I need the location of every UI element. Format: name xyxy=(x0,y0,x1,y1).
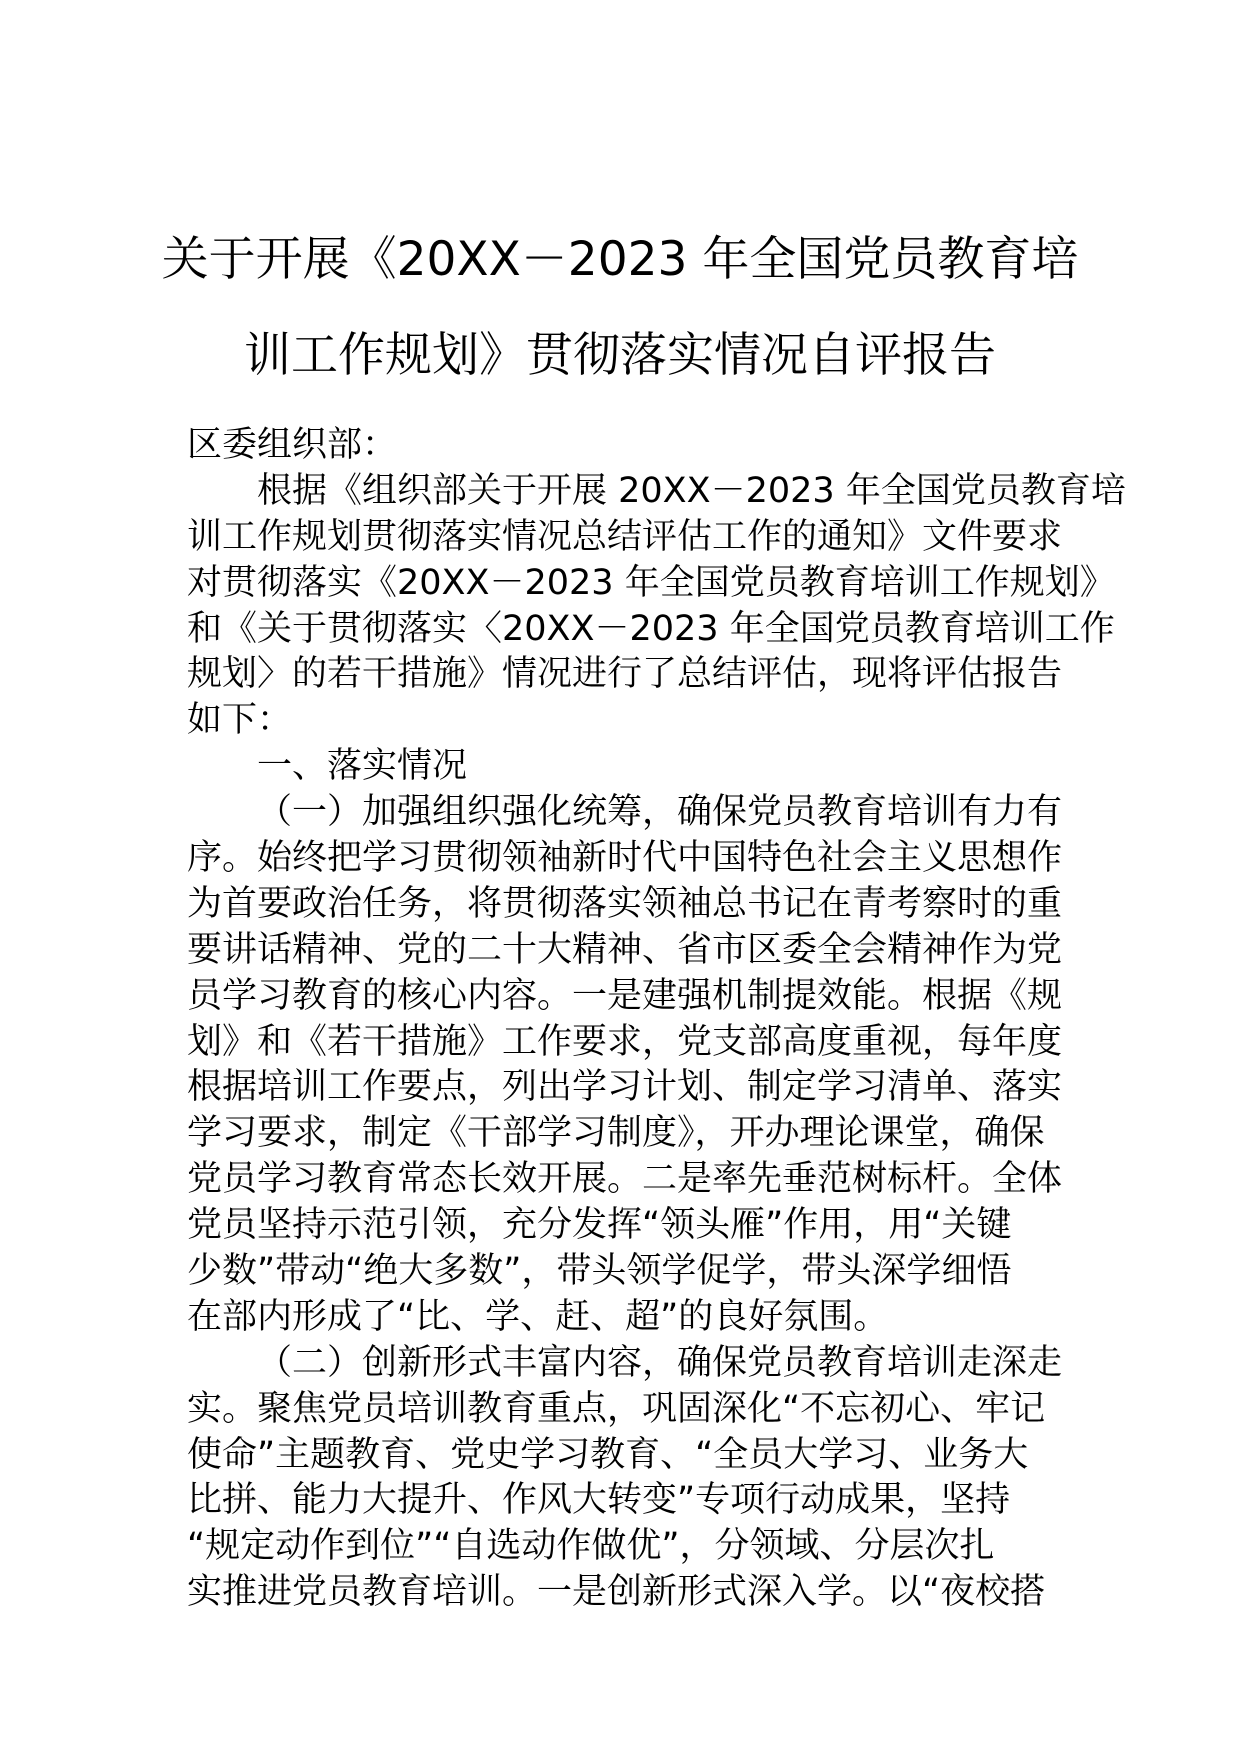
body-line: 规划〉的若干措施》情况进行了总结评估，现将评估报告 xyxy=(187,654,1063,695)
document-title xyxy=(150,212,1090,404)
body-line: 训工作规划贯彻落实情况总结评估工作的通知》文件要求 xyxy=(187,516,1063,557)
body-line: （二）创新形式丰富内容，确保党员教育培训走深走 xyxy=(257,1342,1063,1383)
body-line: 和《关于贯彻落实〈20XX－2023 年全国党员教育培训工作 xyxy=(187,608,1115,649)
body-line: （一）加强组织强化统筹，确保党员教育培训有力有 xyxy=(257,792,1063,833)
title-line: 训工作规划》贯彻落实情况自评报告 xyxy=(244,328,996,383)
document-body xyxy=(187,423,1126,1616)
body-line: 划》和《若干措施》工作要求，党支部高度重视，每年度 xyxy=(187,1021,1063,1062)
body-line: 为首要政治任务，将贯彻落实领袖总书记在青考察时的重 xyxy=(187,883,1063,924)
body-line: 党员学习教育常态长效开展。二是率先垂范树标杆。全体 xyxy=(187,1159,1063,1200)
title-line: 关于开展《20XX－2023 年全国党员教育培 xyxy=(161,232,1079,287)
body-line: 根据《组织部关于开展 20XX－2023 年全国党员教育培 xyxy=(257,470,1126,511)
body-line: 学习要求，制定《干部学习制度》，开办理论课堂，确保 xyxy=(187,1113,1045,1154)
body-line: 序。始终把学习贯彻领袖新时代中国特色社会主义思想作 xyxy=(187,838,1063,879)
body-line: 对贯彻落实《20XX－2023 年全国党员教育培训工作规划》 xyxy=(187,562,1115,603)
body-line: 在部内形成了“比、学、赶、超”的良好氛围。 xyxy=(187,1296,889,1337)
body-line: 党员坚持示范引领，充分发挥“领头雁”作用，用“关键 xyxy=(187,1205,1012,1246)
body-line: 实推进党员教育培训。一是创新形式深入学。以“夜校搭 xyxy=(187,1572,1046,1613)
body-line: 比拼、能力大提升、作风大转变”专项行动成果，坚持 xyxy=(187,1480,1011,1521)
body-line: “规定动作到位”“自选动作做优”，分领域、分层次扎 xyxy=(187,1526,995,1567)
body-line: 少数”带动“绝大多数”，带头领学促学，带头深学细悟 xyxy=(187,1251,1012,1292)
body-line: 使命”主题教育、党史学习教育、“全员大学习、业务大 xyxy=(187,1434,1029,1475)
body-line: 一、落实情况 xyxy=(257,746,468,787)
salutation: 区委组织部： xyxy=(187,425,398,465)
body-line: 实。聚焦党员培训教育重点，巩固深化“不忘初心、牢记 xyxy=(187,1388,1046,1429)
body-line: 如下： xyxy=(187,700,293,741)
body-line: 要讲话精神、党的二十大精神、省市区委全会精神作为党 xyxy=(187,929,1063,970)
body-line: 员学习教育的核心内容。一是建强机制提效能。根据《规 xyxy=(187,975,1063,1016)
body-line: 根据培训工作要点，列出学习计划、制定学习清单、落实 xyxy=(187,1067,1063,1108)
